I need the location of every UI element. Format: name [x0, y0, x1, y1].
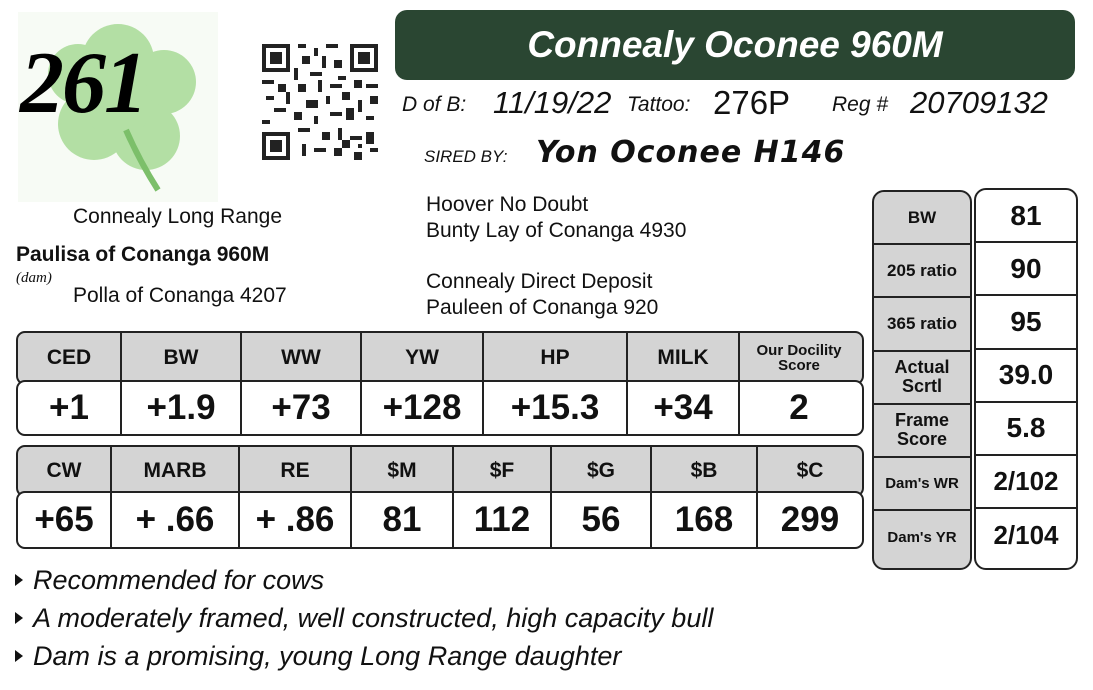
epd-header-c: $C — [796, 459, 824, 482]
epd-header-bw: BW — [122, 333, 242, 383]
note-text: Recommended for cows — [33, 565, 325, 595]
epd-table-2-header — [16, 445, 864, 497]
epd-value-f: 112 — [454, 493, 552, 547]
measure-value: 39.0 — [976, 350, 1076, 403]
epd-header-docility: Our Docility Score — [756, 342, 842, 374]
measure-value: 5.8 — [976, 403, 1076, 456]
note-item — [15, 565, 324, 596]
measure-value: 2/102 — [976, 456, 1076, 509]
note-text: A moderately framed, well constructed, high capacity bull — [33, 603, 714, 633]
epd-header-ced: CED — [18, 333, 122, 383]
epd-value-m: 81 — [352, 493, 454, 547]
measure-label: 205 ratio — [874, 245, 970, 298]
measure-value: 81 — [976, 190, 1076, 243]
epd-header-cw: CW — [18, 447, 112, 495]
epd-header-ww: WW — [242, 333, 362, 383]
tattoo-value: 276P — [713, 84, 791, 121]
epd-value-cw: +65 — [18, 493, 112, 547]
reg-label: Reg # — [832, 93, 889, 116]
epd-header-f: $F — [454, 447, 552, 495]
qr-code-icon — [262, 44, 378, 160]
epd-value-b: 168 — [652, 493, 758, 547]
measure-label: Frame Score — [874, 405, 970, 458]
sire-name: Yon Oconee H146 — [536, 135, 846, 170]
sire-label: SIRED BY: — [424, 147, 508, 166]
note-text: Dam is a promising, young Long Range daughter — [33, 641, 622, 671]
note-item — [15, 641, 621, 672]
epd-header-b: $B — [652, 447, 758, 495]
measure-value: 95 — [976, 296, 1076, 349]
epd-header-hp: HP — [484, 333, 628, 383]
bullet-triangle-icon — [15, 650, 23, 662]
epd-table-1-values — [16, 380, 864, 436]
sire-sire: Hoover No Doubt — [426, 193, 589, 216]
measure-label: BW — [874, 192, 970, 245]
dam-dam: Polla of Conanga 4207 — [73, 284, 287, 307]
measure-value: 2/104 — [993, 520, 1059, 551]
lot-number: 261 — [20, 35, 146, 132]
epd-header-m: $M — [352, 447, 454, 495]
epd-header-milk: MILK — [628, 333, 740, 383]
dam-name: Paulisa of Conanga 960M — [16, 243, 270, 266]
dob-label: D of B: — [402, 93, 467, 116]
epd-value-ced: +1 — [18, 382, 122, 434]
epd-table-2-values — [16, 491, 864, 549]
dam-sire: Connealy Long Range — [73, 205, 282, 228]
epd-header-marb: MARB — [112, 447, 240, 495]
note-item — [15, 603, 713, 634]
epd-table-1-header — [16, 331, 864, 385]
sire-dam-sire: Connealy Direct Deposit — [426, 270, 653, 293]
measures-labels — [872, 190, 972, 570]
bullet-triangle-icon — [15, 574, 23, 586]
bullet-triangle-icon — [15, 612, 23, 624]
epd-value-c: 299 — [780, 500, 840, 539]
epd-header-g: $G — [552, 447, 652, 495]
measure-value: 90 — [976, 243, 1076, 296]
dam-label: (dam) — [16, 270, 52, 286]
animal-name: Connealy Oconee 960M — [527, 24, 943, 65]
dob-value: 11/19/22 — [493, 85, 612, 120]
epd-value-re: + .86 — [240, 493, 352, 547]
measures-values — [974, 188, 1078, 570]
title-banner — [395, 10, 1075, 80]
measure-label: Dam's WR — [874, 458, 970, 511]
measure-label: 365 ratio — [874, 298, 970, 351]
epd-value-bw: +1.9 — [122, 382, 242, 434]
measure-label: Actual Scrtl — [874, 352, 970, 405]
epd-value-milk: +34 — [628, 382, 740, 434]
epd-value-ww: +73 — [242, 382, 362, 434]
measure-label: Dam's YR — [887, 528, 957, 546]
epd-value-g: 56 — [552, 493, 652, 547]
epd-value-docility: 2 — [789, 388, 809, 427]
sire-dam: Bunty Lay of Conanga 4930 — [426, 219, 687, 242]
tattoo-label: Tattoo: — [627, 93, 691, 116]
reg-value: 20709132 — [910, 85, 1048, 120]
sire-dam-dam: Pauleen of Conanga 920 — [426, 296, 659, 319]
epd-header-yw: YW — [362, 333, 484, 383]
epd-value-yw: +128 — [362, 382, 484, 434]
epd-header-re: RE — [240, 447, 352, 495]
epd-value-marb: + .66 — [112, 493, 240, 547]
epd-value-hp: +15.3 — [484, 382, 628, 434]
